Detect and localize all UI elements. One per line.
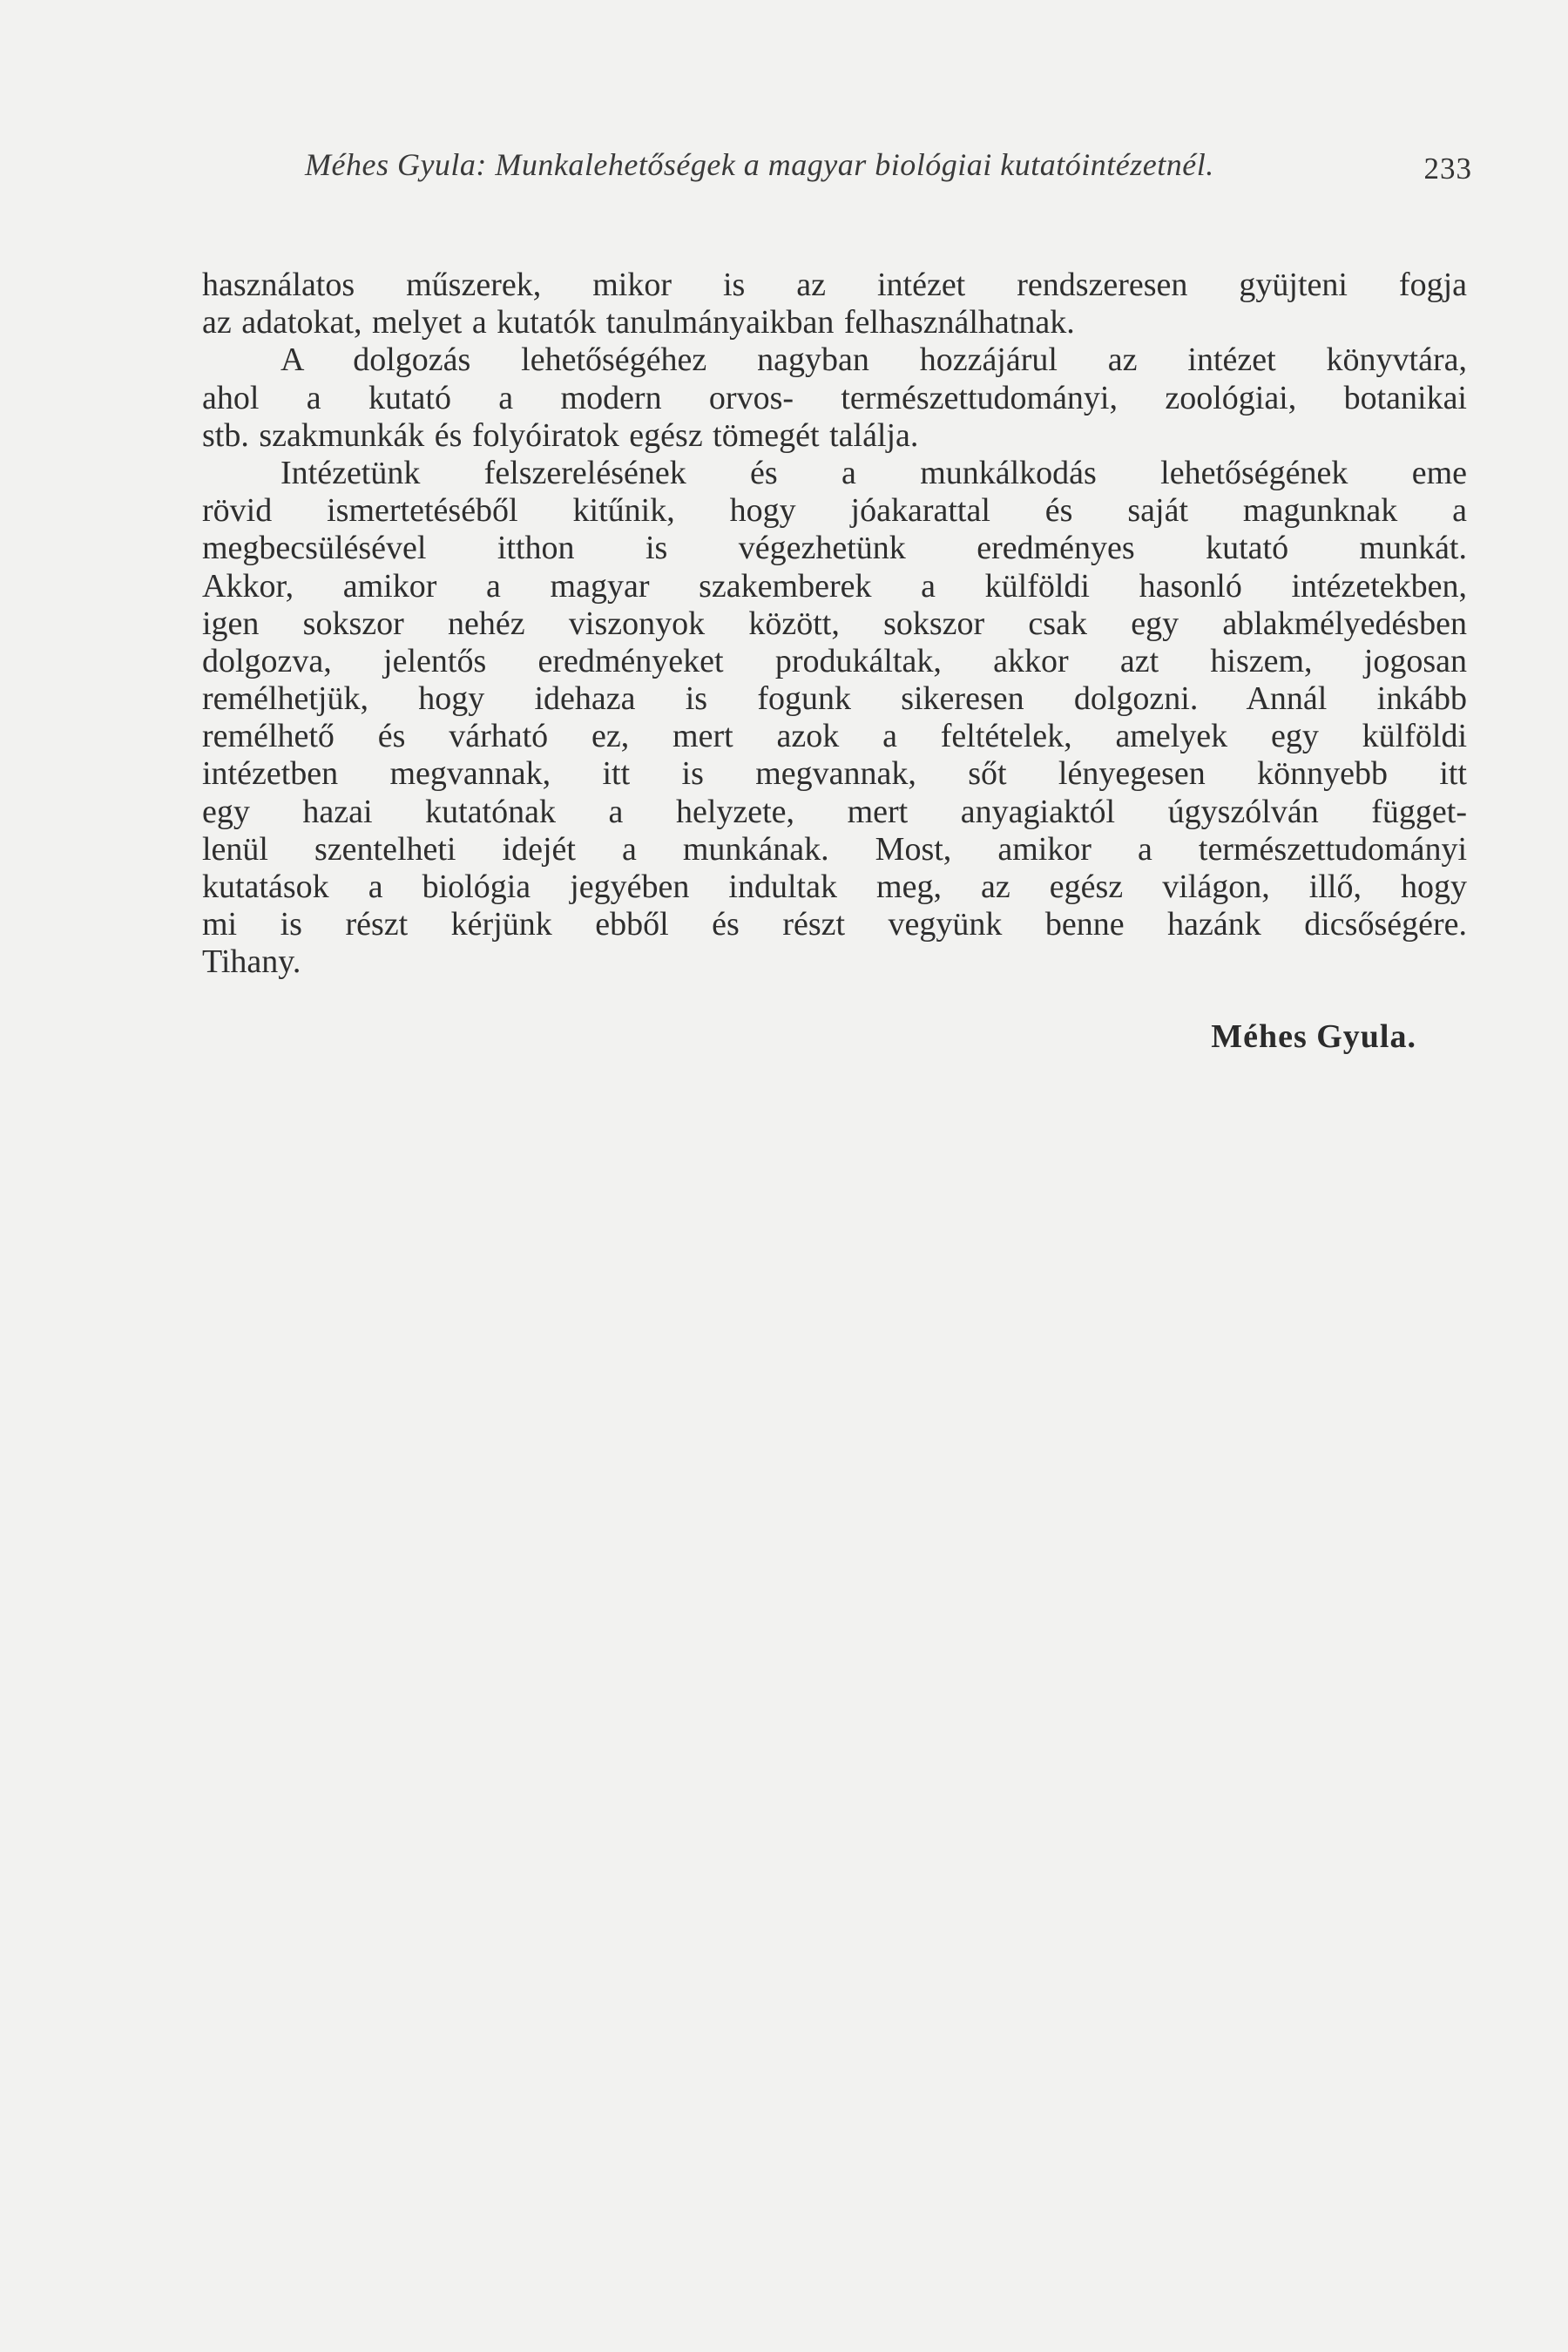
text-line: intézetben megvannak, itt is megvannak, sőt lényegesen könnyebb itt (202, 755, 1467, 793)
text-line: Intézetünk felszerelésének és a munkálkodás lehetőségének eme (280, 454, 1467, 491)
body-text (202, 267, 1467, 982)
text-line: egy hazai kutatónak a helyzete, mert anyagiaktól úgyszólván függet- (202, 793, 1467, 830)
text-line: A dolgozás lehetőségéhez nagyban hozzájárul az intézet könyvtára, (280, 341, 1467, 379)
text-line: használatos műszerek, mikor is az intézet rendszeresen gyüjteni fogja (202, 267, 1467, 303)
author-signature: Méhes Gyula. (1211, 1018, 1416, 1055)
text-line: az adatokat, melyet a kutatók tanulmányaikban felhasználhatnak. (202, 304, 1075, 341)
text-line: mi is részt kérjünk ebből és részt vegyünk benne hazánk dicsőségére. (202, 906, 1467, 943)
text-line: Akkor, amikor a magyar szakemberek a külföldi hasonló intézetekben, (202, 567, 1467, 605)
text-line: lenül szentelheti idejét a munkának. Most, amikor a természettudományi (202, 830, 1467, 868)
text-line: remélhető és várható ez, mert azok a feltételek, amelyek egy külföldi (202, 718, 1467, 755)
text-line: remélhetjük, hogy idehaza is fogunk sikeresen dolgozni. Annál inkább (202, 680, 1467, 718)
text-line: stb. szakmunkák és folyóiratok egész tömegét találja. (202, 416, 919, 454)
text-line: rövid ismertetéséből kitűnik, hogy jóakarattal és saját magunknak a (202, 492, 1467, 530)
text-line: Tihany. (202, 943, 301, 981)
text-line: megbecsülésével itthon is végezhetünk eredményes kutató munkát. (202, 530, 1467, 567)
text-line: kutatások a biológia jegyében indultak meg, az egész világon, illő, hogy (202, 868, 1467, 905)
page-number: 233 (1423, 152, 1472, 186)
running-header (305, 146, 1472, 190)
text-line: dolgozva, jelentős eredményeket produkáltak, akkor azt hiszem, jogosan (202, 642, 1467, 679)
text-line: ahol a kutató a modern orvos- természettudományi, zoológiai, botanikai (202, 379, 1467, 416)
text-line: igen sokszor nehéz viszonyok között, sokszor csak egy ablakmélyedésben (202, 605, 1467, 642)
running-title: Méhes Gyula: Munkalehetőségek a magyar biológiai kutatóintézetnél. (305, 147, 1214, 182)
